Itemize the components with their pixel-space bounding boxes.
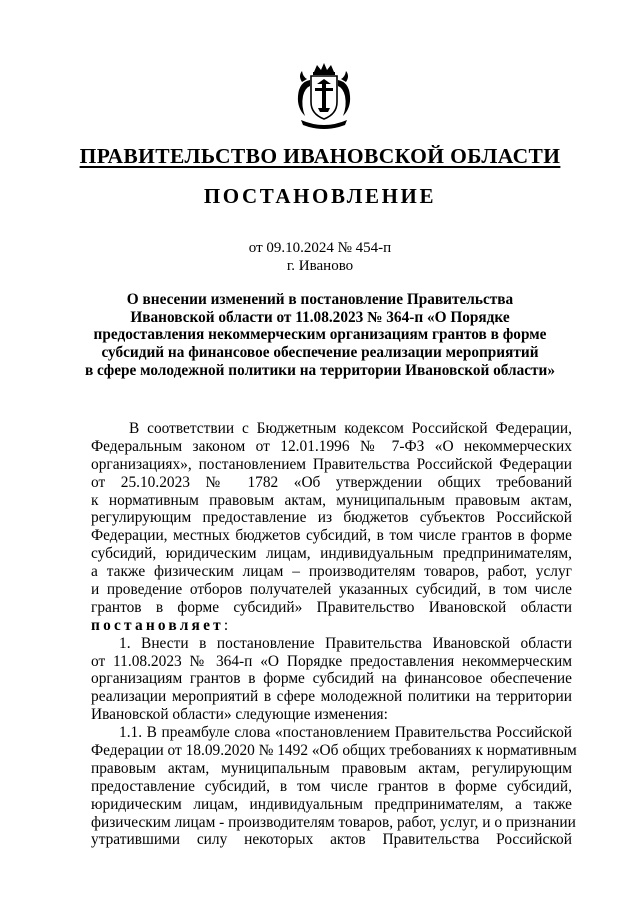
resolves-colon: : — [223, 616, 229, 634]
city: г. Иваново — [286, 258, 354, 274]
body-line: регулирующим предоставление из бюджетов субъектов Российской — [91, 509, 572, 527]
body-line: а также физическим лицам – производителям товаров, работ, услуг — [91, 563, 572, 581]
body-line: и проведение отборов получателей указанных субсидий, в том числе — [91, 581, 572, 599]
body-line: грантов в форме субсидий» Правительство Ивановской области — [91, 598, 572, 616]
body-line: к нормативным правовым актам, муниципальным правовым актам, — [91, 491, 572, 509]
body-line: Ивановской области» следующие изменения: — [91, 706, 388, 724]
resolves-line — [91, 617, 572, 635]
body-line: организациях», постановлением Правительства Российской Федерации — [91, 455, 572, 473]
date-number: от 09.10.2024 № 454-п — [248, 240, 392, 256]
body-line: Федеральным законом от 12.01.1996 № 7-ФЗ «О некоммерческих — [91, 437, 572, 455]
body-line: юридическим лицам, индивидуальным предпринимателям, а также — [91, 795, 572, 813]
subject-line: в сфере молодежной политики на территории Ивановской области» — [84, 361, 556, 379]
document-body — [91, 420, 577, 849]
body-line: физическим лицам - производителям товаров, работ, услуг, и о признании — [91, 813, 576, 831]
body-line: предоставление субсидий, в том числе грантов в форме субсидий, — [91, 777, 572, 795]
body-line: реализации мероприятий в сфере молодежной политики на территории — [91, 688, 572, 706]
body-line: Федерации от 18.09.2020 № 1492 «Об общих требованиях к нормативным — [91, 742, 577, 760]
body-line: от 11.08.2023 № 364-п «О Порядке предоставления некоммерческим — [91, 652, 572, 670]
body-line: В соответствии с Бюджетным кодексом Российской Федерации, — [129, 420, 572, 437]
body-line: 1. Внести в постановление Правительства Ивановской области — [119, 634, 572, 652]
body-line: 1.1. В преамбуле слова «постановлением Правительства Российской — [119, 724, 572, 742]
subject-line: О внесении изменений в постановление Правительства — [126, 291, 514, 308]
body-line: от 25.10.2023 № 1782 «Об утверждении общих требований — [91, 473, 572, 491]
subject-line: субсидий на финансовое обеспечение реализации мероприятий — [101, 344, 539, 362]
body-line: организациям грантов в форме субсидий на финансовое обеспечение — [91, 670, 572, 688]
coat-of-arms-icon — [293, 62, 355, 132]
government-title: ПРАВИТЕЛЬСТВО ИВАНОВСКОЙ ОБЛАСТИ — [79, 144, 561, 168]
body-line: утратившими силу некоторых актов Правительства Российской — [91, 831, 572, 849]
body-line: правовым актам, муниципальным правовым актам, регулирующим — [91, 759, 572, 777]
document-subject — [60, 291, 580, 380]
body-line: субсидий, юридическим лицам, индивидуальным предпринимателям, — [91, 545, 572, 563]
subject-line: Ивановской области от 11.08.2023 № 364-п «О Порядке — [130, 308, 510, 326]
document-type: ПОСТАНОВЛЕНИЕ — [203, 184, 437, 208]
subject-line: предоставления некоммерческим организациям грантов в форме — [93, 326, 547, 344]
body-line: Федерации, местных бюджетов субсидий, в том числе грантов в форме — [91, 527, 572, 545]
resolves-word: постановляет — [91, 616, 224, 634]
